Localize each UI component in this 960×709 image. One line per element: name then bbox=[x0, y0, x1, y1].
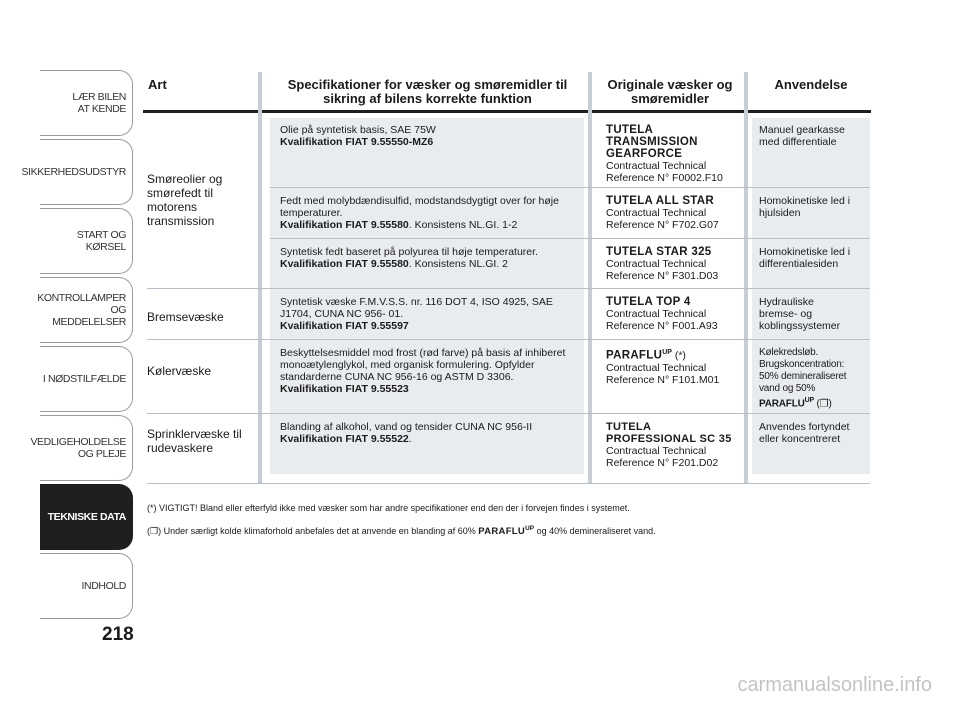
use-cell: Homokinetiske led i differentialesiden bbox=[759, 246, 851, 270]
page-number: 218 bbox=[102, 624, 134, 645]
product-cell: TUTELA STAR 325 Contractual Technical Reference N° F301.D03 bbox=[600, 242, 740, 286]
column-bar bbox=[744, 72, 748, 484]
header-art: Art bbox=[148, 77, 167, 92]
use-cell: Kølekredsløb. Brugskoncentration: 50% demineraliseret vand og 50% $PARAFLU^{UP}$ (❒) bbox=[759, 347, 847, 410]
tab-tekniske-data[interactable]: TEKNISKE DATA bbox=[40, 484, 133, 550]
spec-cell: Syntetisk fedt baseret på polyurea til høje temperaturer. Kvalifikation FIAT 9.55580. Konsistens NL.GI. 2 bbox=[280, 246, 538, 270]
table-bottom-rule bbox=[147, 483, 870, 484]
row-separator bbox=[270, 238, 870, 239]
group-coolant: Kølervæske bbox=[147, 364, 212, 378]
header-original: Originale væsker og smøremidler bbox=[607, 77, 733, 106]
group-lubricants: Smøreolier og smørefedt til motorens transmission bbox=[147, 172, 223, 228]
chapter-tabs bbox=[21, 70, 133, 622]
tab-vedligeholdelse[interactable]: VEDLIGEHOLDELSE OG PLEJE bbox=[40, 415, 133, 481]
watermark: carmanualsonline.info bbox=[737, 674, 932, 696]
footnote-cold-climate: (❒) Under særligt kolde klimaforhold anbefales det at anvende en blanding af 60% $PARAFLU^{UP}$ og 40% demineraliseret vand. bbox=[147, 525, 656, 537]
product-name: TUTELA PROFESSIONAL SC 35 bbox=[606, 421, 732, 445]
row-separator bbox=[270, 187, 870, 188]
use-cell: Manuel gearkasse med differentiale bbox=[759, 124, 845, 148]
header-rule bbox=[143, 110, 871, 113]
header-spec: Specifikationer for væsker og smøremidler til sikring af bilens korrekte funktion bbox=[287, 77, 568, 106]
product-name: TUTELA ALL STAR bbox=[606, 195, 714, 207]
spec-cell: Olie på syntetisk basis, SAE 75W Kvalifikation FIAT 9.55550-MZ6 bbox=[280, 124, 436, 148]
product-name: TUTELA TRANSMISSION GEARFORCE bbox=[606, 124, 698, 160]
product-cell: TUTELA TRANSMISSION GEARFORCE Contractual Technical Reference N° F0002.F10 bbox=[606, 124, 723, 184]
tab-indhold[interactable]: INDHOLD bbox=[40, 553, 133, 619]
product-cell: $PARAFLU^{UP}$ (*) Contractual Technical Reference N° F101.M01 bbox=[606, 349, 720, 386]
tab-laer-bilen[interactable]: LÆR BILEN AT KENDE bbox=[40, 70, 133, 136]
group-washer: Sprinklervæske til rudevaskere bbox=[147, 427, 242, 455]
product-name: TUTELA STAR 325 bbox=[606, 246, 712, 258]
footnotes bbox=[147, 502, 867, 547]
footnote-important: (*) VIGTIGT! Bland eller efterfyld ikke med væsker som har andre specifikationer end den der i forvejen findes i systemet. bbox=[147, 503, 630, 513]
spec-cell: Syntetisk væske F.M.V.S.S. nr. 116 DOT 4, ISO 4925, SAE J1704, CUNA NC 956- 01. Kvalifikation FIAT 9.55597 bbox=[280, 296, 553, 332]
tab-sikkerhedsudstyr[interactable]: SIKKERHEDSUDSTYR bbox=[40, 139, 133, 205]
use-cell: Homokinetiske led i hjulsiden bbox=[759, 195, 851, 219]
column-bar bbox=[588, 72, 592, 484]
product-name: TUTELA TOP 4 bbox=[606, 296, 691, 308]
group-brake: Bremsevæske bbox=[147, 310, 224, 324]
tab-start-og-korsel[interactable]: START OG KØRSEL bbox=[40, 208, 133, 274]
spec-cell: Blanding af alkohol, vand og tensider CUNA NC 956-II Kvalifikation FIAT 9.55522. bbox=[280, 421, 533, 445]
use-cell: Anvendes fortyndet eller koncentreret bbox=[759, 421, 850, 445]
use-cell: Hydrauliske bremse- og koblingssystemer bbox=[759, 296, 841, 332]
product-cell: TUTELA PROFESSIONAL SC 35 Contractual Technical Reference N° F201.D02 bbox=[600, 417, 744, 473]
product-cell: TUTELA TOP 4 Contractual Technical Reference N° F001.A93 bbox=[600, 292, 740, 336]
product-cell: TUTELA ALL STAR Contractual Technical Reference N° F702.G07 bbox=[600, 191, 740, 235]
tab-kontrollamper[interactable]: KONTROLLAMPER OG MEDDELELSER bbox=[40, 277, 133, 343]
column-bar bbox=[258, 72, 262, 484]
product-name: PARAFLU bbox=[606, 349, 663, 362]
header-use: Anvendelse bbox=[774, 77, 848, 92]
spec-cell: Fedt med molybdændisulfid, modstandsdygtigt over for høje temperaturer. Kvalifikation FIAT 9.55580. Konsistens NL.GI. 1-2 bbox=[280, 195, 559, 231]
spec-cell: Beskyttelsesmiddel mod frost (rød farve) på basis af inhiberet monoætylenglykol, med organisk formulering. Opfylder standarderne CUNA NC 956-16 og ASTM D 3306. Kvalifikation FIAT 9.55523 bbox=[280, 347, 566, 395]
row-separator bbox=[147, 339, 870, 340]
tab-i-nodstilfaelde[interactable]: I NØDSTILFÆLDE bbox=[40, 346, 133, 412]
row-separator bbox=[147, 288, 870, 289]
